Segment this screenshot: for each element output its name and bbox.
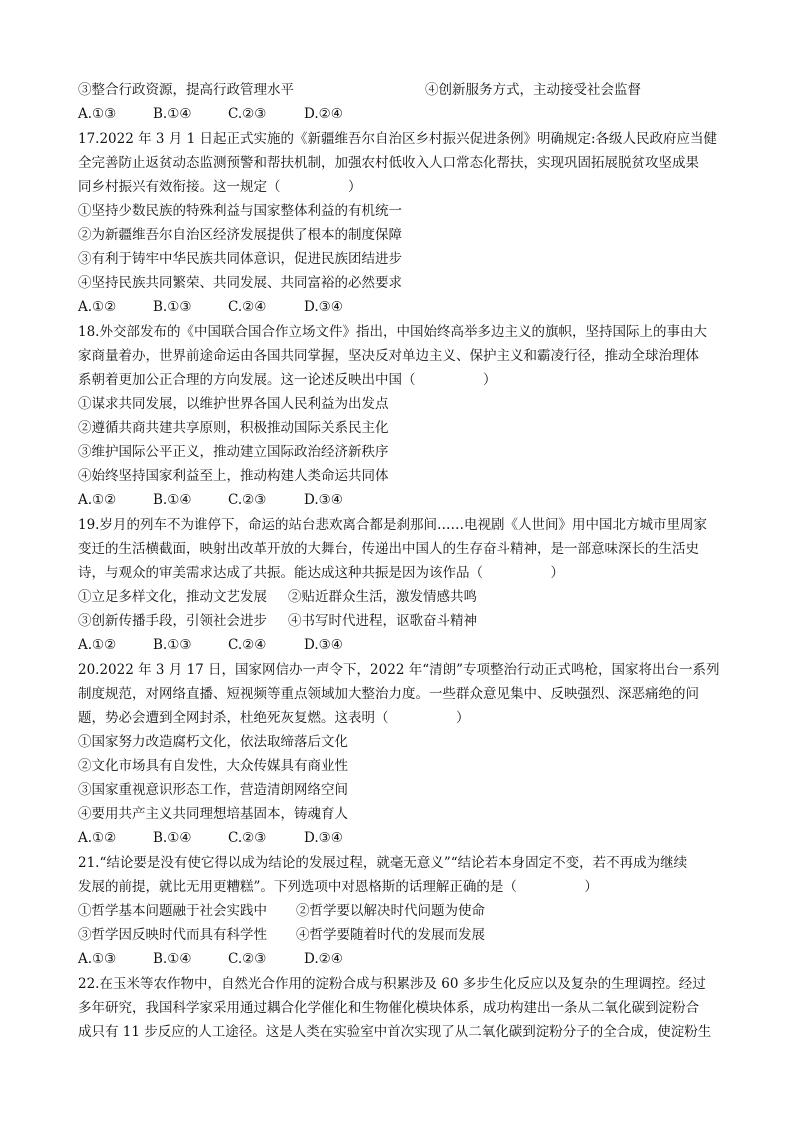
q20-option-4: ④要用共产主义共同理想培基固本，铸魂育人 (78, 806, 348, 822)
q18-stem-line-1: 18.外交部发布的《中国联合国合作立场文件》指出，中国始终高举多边主义的旗帜，坚持国际上的事由大 (78, 324, 707, 340)
answer-a[interactable]: A.①② (78, 299, 117, 315)
answer-c[interactable]: C.②④ (228, 299, 267, 315)
q18-stem-line-2: 家商量着办，世界前途命运由各国共同掌握，坚决反对单边主义、保护主义和霸凌行径，推动全球治理体 (78, 348, 699, 364)
answer-d[interactable]: D.③④ (304, 637, 343, 653)
answer-a[interactable]: A.①③ (78, 951, 117, 967)
answer-a[interactable]: A.①③ (78, 106, 117, 122)
q18-option-1: ①谋求共同发展，以维护世界各国人民利益为出发点 (78, 396, 389, 412)
q20-stem-line-1: 20.2022 年 3 月 17 日，国家网信办一声令下，2022 年“清朗”专项整治行动正式鸣枪，国家将出台一系列 (78, 662, 720, 678)
q20-option-3: ③国家重视意识形态工作，营造清朗网络空间 (78, 782, 348, 798)
q17-stem-line-1: 17.2022 年 3 月 1 日起正式实施的《新疆维吾尔自治区乡村振兴促进条例》明确规定:各级人民政府应当健 (78, 131, 718, 147)
answer-a[interactable]: A.①② (78, 637, 117, 653)
q20-option-1: ①国家努力改造腐朽文化，依法取缔落后文化 (78, 734, 348, 750)
q20-stem-line-2: 制度规范，对网络直播、短视频等重点领域加大整治力度。一些群众意见集中、反映强烈、深恶痛绝的问 (78, 686, 699, 702)
answer-d[interactable]: D.③④ (304, 830, 343, 846)
q16-option-4: ④创新服务方式，主动接受社会监督 (425, 82, 641, 98)
q21-option-4: ④哲学要随着时代的发展而发展 (296, 927, 485, 943)
q20-stem-line-3: 题，势必会遭到全网封杀，杜绝死灰复燃。这表明（ ） (78, 710, 470, 726)
q17-stem-line-2: 全完善防止返贫动态监测预警和帮扶机制，加强农村低收入人口常态化帮扶，实现巩固拓展脱贫攻坚成果 (78, 155, 699, 171)
q17-option-2: ②为新疆维吾尔自治区经济发展提供了根本的制度保障 (78, 227, 402, 243)
q22-stem-line-3: 成只有 11 步反应的人工途径。这是人类在实验室中首次实现了从二氧化碳到淀粉分子的全合成，使淀粉生 (78, 1024, 712, 1040)
q17-option-3: ③有利于铸牢中华民族共同体意识，促进民族团结进步 (78, 251, 402, 267)
q21-stem-line-2: 发展的前提，就比无用更糟糕”。下列选项中对恩格斯的话理解正确的是（ ） (78, 879, 598, 895)
q19-option-2: ②贴近群众生活，激发情感共鸣 (288, 589, 477, 605)
q21-option-2: ②哲学要以解决时代问题为使命 (296, 903, 485, 919)
answer-a[interactable]: A.①② (78, 830, 117, 846)
answer-c[interactable]: C.②③ (228, 106, 267, 122)
answer-b[interactable]: B.①③ (153, 299, 192, 315)
answer-d[interactable]: D.②④ (304, 106, 343, 122)
q21-option-3: ③哲学因反映时代而具有科学性 (78, 927, 267, 943)
answer-c[interactable]: C.②③ (228, 830, 267, 846)
q17-option-1: ①坚持少数民族的特殊利益与国家整体利益的有机统一 (78, 203, 402, 219)
q18-option-4: ④始终坚持国家利益至上，推动构建人类命运共同体 (78, 468, 389, 484)
q19-stem-line-1: 19.岁月的列车不为谁停下，命运的站台悲欢离合都是刹那间……电视剧《人世间》用中国北方城市里周家 (78, 517, 707, 533)
q16-option-3: ③整合行政资源，提高行政管理水平 (78, 82, 294, 98)
answer-b[interactable]: B.①④ (153, 106, 192, 122)
answer-b[interactable]: B.①④ (153, 830, 192, 846)
answer-d[interactable]: D.③④ (304, 299, 343, 315)
q22-stem-line-1: 22.在玉米等农作物中，自然光合作用的淀粉合成与积累涉及 60 多步生化反应以及复杂的生理调控。经过 (78, 976, 706, 992)
answer-c[interactable]: C.②④ (228, 637, 267, 653)
q21-stem-line-1: 21.“结论要是没有使它得以成为结论的发展过程，就毫无意义”“结论若本身固定不变，若不再成为继续 (78, 855, 688, 871)
q20-option-2: ②文化市场具有自发性，大众传媒具有商业性 (78, 758, 348, 774)
q18-option-2: ②遵循共商共建共享原则，积极推动国际关系民主化 (78, 420, 389, 436)
q18-stem-line-3: 系朝着更加公正合理的方向发展。这一论述反映出中国（ ） (78, 372, 497, 388)
answer-d[interactable]: D.②④ (304, 951, 343, 967)
q19-option-4: ④书写时代进程，讴歌奋斗精神 (288, 613, 477, 629)
q17-stem-line-3: 同乡村振兴有效衔接。这一规定（ ） (78, 179, 362, 195)
answer-b[interactable]: B.①④ (153, 492, 192, 508)
q19-stem-line-3: 诗，与观众的审美需求达成了共振。能达成这种共振是因为该作品（ ） (78, 565, 564, 581)
q21-option-1: ①哲学基本问题融于社会实践中 (78, 903, 267, 919)
q19-option-3: ③创新传播手段，引领社会进步 (78, 613, 267, 629)
answer-b[interactable]: B.①④ (153, 951, 192, 967)
answer-d[interactable]: D.③④ (304, 492, 343, 508)
q17-option-4: ④坚持民族共同繁荣、共同发展、共同富裕的必然要求 (78, 275, 402, 291)
answer-b[interactable]: B.①③ (153, 637, 192, 653)
answer-c[interactable]: C.②③ (228, 492, 267, 508)
q19-option-1: ①立足多样文化，推动文艺发展 (78, 589, 267, 605)
answer-c[interactable]: C.②③ (228, 951, 267, 967)
answer-a[interactable]: A.①② (78, 492, 117, 508)
q18-option-3: ③维护国际公平正义，推动建立国际政治经济新秩序 (78, 444, 389, 460)
q19-stem-line-2: 变迁的生活横截面，映射出改革开放的大舞台，传递出中国人的生存奋斗精神，是一部意味深长的生活史 (78, 541, 699, 557)
q22-stem-line-2: 多年研究，我国科学家采用通过耦合化学催化和生物催化模块体系，成功构建出一条从二氧化碳到淀粉合 (78, 1000, 699, 1016)
